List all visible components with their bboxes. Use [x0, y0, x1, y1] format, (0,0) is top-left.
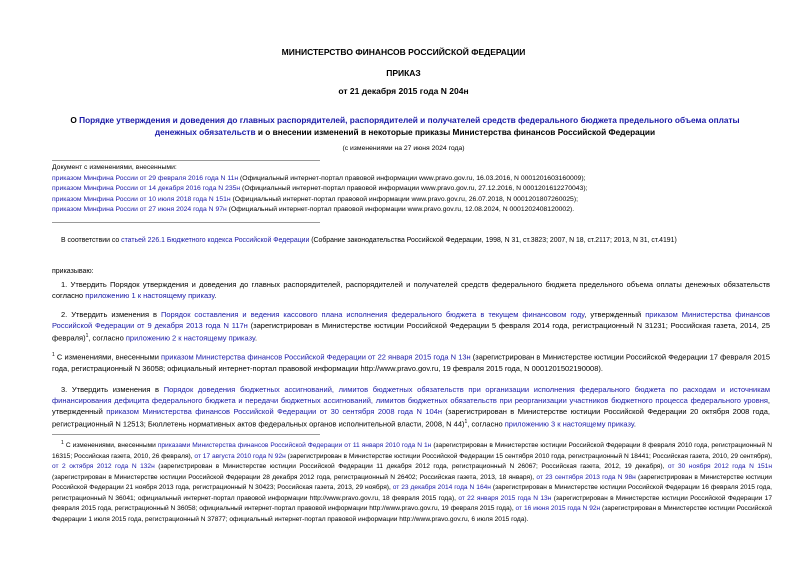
item-3-text: , согласно [467, 419, 505, 429]
footnote-link[interactable]: от 23 сентября 2013 года N 98н [536, 473, 636, 481]
footnote-text: (зарегистрирован в Министерстве юстиции Российской Федерации 1 июля 2015 года, регистрационный N 37877; официальный интернет-портал правовой информации http://www.pravo.gov.ru, 6 июля 2015 года). [52, 505, 772, 523]
footnote-rule [52, 434, 320, 435]
document-title [70, 114, 740, 138]
note-text: С изменениями, внесенными [56, 352, 162, 362]
change-link[interactable]: приказом Минфина России от 29 февраля 2016 года N 11н [52, 174, 239, 182]
footnote-link[interactable]: от 2 октября 2012 года N 132н [52, 463, 155, 471]
basis-prefix: В соответствии со [61, 237, 122, 244]
basis-suffix: (Собрание законодательства Российской Федерации, 1998, N 31, ст.3823; 2007, N 18, ст.2117; 2013, N 31, ст.4191) [309, 237, 677, 244]
title-link[interactable]: Порядке утверждения и доведения до главных распорядителей, распорядителей и получателей средств федерального бюджета предельного объема оплаты денежных обязательств [79, 115, 740, 137]
item-2-text: , согласно [88, 333, 126, 343]
order-item-2 [52, 309, 770, 344]
change-item [52, 195, 782, 206]
item-2-text: (зарегистрирован в Министерстве юстиции Российской Федерации 5 февраля 2014 года, регистрационный N 31231; Российская газета, 2014, 25 февраля) [52, 321, 771, 343]
order-item-3 [52, 384, 770, 430]
item-1-text: 1. Утвердить Порядок утверждения и доведения до главных распорядителей, распорядителей и получателей средств федерального бюджета предельного объема оплаты денежных обязательств согласно [52, 280, 770, 300]
change-link[interactable]: приказом Минфина России от 14 декабря 2016 года N 235н [52, 185, 241, 192]
footnote-text: (зарегистрирован в Министерстве юстиции Российской Федерации 17 февраля 2015 года, регистрационный N 36058; официальный интернет-портал правовой информации http://www.pravo.gov.ru, 19 февраля 2015 года), [52, 494, 773, 513]
footnote-text: (зарегистрирован в Министерстве юстиции Российской Федерации 28 декабря 2012 года, регистрационный N 26402; Российская газета, 2013, 18 января), [52, 473, 537, 481]
item-2-text: 2. Утвердить изменения в [61, 310, 161, 319]
doc-type-heading: ПРИКАЗ [386, 68, 421, 78]
amendment-note [52, 350, 770, 374]
ministry-heading: МИНИСТЕРСТВО ФИНАНСОВ РОССИЙСКОЙ ФЕДЕРАЦИИ [281, 47, 526, 57]
footnote-link[interactable]: от 16 июня 2015 года N 92н [515, 505, 601, 513]
item-3-link-appendix[interactable]: приложению 3 к настоящему приказу [504, 419, 634, 429]
item-3-link-procedure[interactable]: Порядок доведения бюджетных ассигнований, лимитов бюджетных обязательств при организации исполнения федерального бюджета по расходам и источникам финансирования дефицита федерального бюджета и передачи бюджетных ассигнований, лимитов бюджетных обязательств при реорганизации участников бюджетного процесса федерального уровня [52, 385, 770, 405]
footnote-link[interactable]: от 30 ноября 2012 года N 151н [667, 463, 772, 471]
change-item [52, 174, 782, 185]
title-prefix: О [70, 115, 80, 125]
footnote-text: (зарегистрирован в Министерстве юстиции Российской Федерации 8 февраля 2010 года, регистрационный N 16315; Российская газета, 2010, 26 февраля), [52, 442, 773, 460]
order-word: приказываю: [52, 268, 94, 275]
item-3-text: 3. Утвердить изменения в [61, 385, 164, 394]
item-1-link[interactable]: приложению 1 к настоящему приказу [85, 291, 215, 300]
footnote-marker: 1 [61, 440, 64, 446]
footnote-marker: 1 [85, 333, 89, 339]
item-3-text: (зарегистрирован в Министерстве юстиции Российской Федерации 20 октября 2008 года, регистрационный N 12513; Бюллетень нормативных актов федеральных органов исполнительной власти, 2008, N 44) [52, 407, 770, 429]
change-text: (Официальный интернет-портал правовой информации www.pravo.gov.ru, 27.12.2016, N 0001201612270043); [240, 185, 588, 192]
footnote-link[interactable]: от 22 января 2015 года N 13н [458, 494, 552, 502]
basis-link[interactable]: статьей 226.1 Бюджетного кодекса Российской Федерации [121, 237, 310, 244]
note-text: (зарегистрирован в Министерстве юстиции Российской Федерации 17 февраля 2015 года, регистрационный N 36058; официальный интернет-портал правовой информации http://www.pravo.gov.ru, 19 февраля 2015 года, N 0001201502190008). [52, 352, 770, 373]
footnote-text: (зарегистрирован в Министерстве юстиции Российской Федерации 21 ноября 2013 года, регистрационный N 30423; Российская газета, 2013, 29 ноября), [52, 473, 772, 492]
item-2-link-appendix[interactable]: приложению 2 к настоящему приказу [125, 333, 255, 343]
footnote-marker: 1 [464, 419, 468, 425]
change-link[interactable]: приказом Минфина России от 27 июня 2024 года N 97н [52, 206, 227, 213]
footnote-text: С изменениями, внесенными [65, 442, 158, 450]
footnote [52, 438, 772, 525]
note-link[interactable]: приказом Министерства финансов Российской Федерации от 22 января 2015 года N 13н [161, 352, 471, 362]
changes-top-rule [52, 160, 320, 161]
title-suffix: и о внесении изменений в некоторые приказы Министерства финансов Российской Федерации [255, 127, 656, 137]
basis-paragraph [52, 236, 796, 246]
footnote-link[interactable]: от 17 августа 2010 года N 92н [194, 452, 286, 460]
revision-note: (с изменениями на 27 июня 2024 года) [342, 145, 465, 152]
change-item [52, 205, 782, 216]
order-item-1 [52, 279, 770, 301]
footnote-text: (зарегистрирован в Министерстве юстиции Российской Федерации 11 декабря 2012 года, регистрационный N 26067; Российская газета, 2012, 19 декабря), [154, 463, 668, 471]
item-2-text: , утвержденный [584, 310, 646, 319]
item-1-end: . [214, 291, 217, 300]
change-item [52, 184, 782, 195]
footnote-link[interactable]: от 23 декабря 2014 года N 164н [392, 484, 491, 492]
changes-bottom-rule [52, 222, 320, 223]
footnote-marker: 1 [52, 352, 55, 358]
change-text: (Официальный интернет-портал правовой информации www.pravo.gov.ru, 26.07.2018, N 0001201807260025); [230, 195, 578, 203]
footnote-text: (зарегистрирован в Министерстве юстиции Российской Федерации 16 февраля 2015 года, регистрационный N 36041; официальный интернет-портал правовой информации http://www.pravo.gov.ru, 18 февраля 2015 года), [52, 484, 772, 502]
item-3-end: . [633, 419, 636, 429]
doc-date-number: от 21 декабря 2015 года N 204н [338, 86, 469, 96]
item-3-link-order[interactable]: приказом Министерства финансов Российской Федерации от 30 сентября 2008 года N 104н [106, 407, 442, 416]
change-text: (Официальный интернет-портал правовой информации www.pravo.gov.ru, 16.03.2016, N 0001201603160009); [238, 174, 586, 182]
item-2-link-order[interactable]: приказом Министерства финансов Российской Федерации от 9 декабря 2013 года N 117н [52, 310, 771, 330]
item-2-end: . [254, 333, 258, 343]
item-3-text: , утвержденный [52, 396, 770, 416]
item-2-link-procedure[interactable]: Порядок составления и ведения кассового плана исполнения федерального бюджета в текущем финансовом году [160, 310, 585, 319]
changes-heading: Документ с изменениями, внесенными: [52, 164, 177, 171]
change-text: (Официальный интернет-портал правовой информации www.pravo.gov.ru, 12.08.2024, N 0001202408120002). [226, 206, 575, 213]
change-link[interactable]: приказом Минфина России от 10 июля 2018 года N 151н [52, 195, 231, 203]
changes-list [52, 163, 782, 216]
footnote-link[interactable]: приказами Министерства финансов Российской Федерации от 11 января 2010 года N 1н [157, 442, 432, 450]
footnote-text: (зарегистрирован в Министерстве юстиции Российской Федерации 15 сентября 2010 года, регистрационный N 18441; Российская газета, 2010, 29 сентября), [285, 452, 772, 460]
